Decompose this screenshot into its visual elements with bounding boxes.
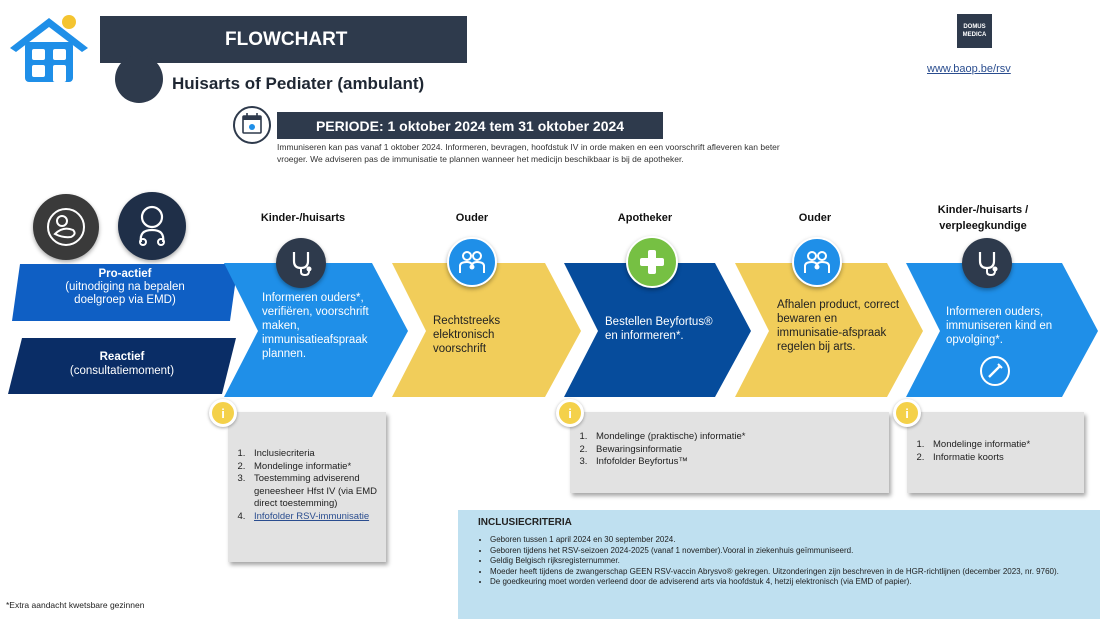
info-box-3 (907, 412, 1084, 493)
inclusiecriteria-title: INCLUSIECRITERIA (478, 517, 572, 528)
step-text-4: Afhalen product, correct bewaren en immunisatie-afspraak regelen bij arts. (777, 299, 900, 353)
stethoscope-icon-2 (962, 238, 1012, 288)
pharmacy-cross-icon (626, 236, 678, 288)
step-text-1: Informeren ouders*, verifiëren, voorschrift maken, immunisatieafspraak plannen. (262, 292, 369, 360)
info-box-2 (570, 412, 889, 493)
reactief-title: Reactief (99, 351, 145, 363)
step-text-5: Informeren ouders, immuniseren kind en opvolging*. (946, 306, 1053, 346)
role-label-5: Kinder-/huisarts / verpleegkundige (937, 204, 1029, 232)
periode-note: Immuniseren kan pas vanaf 1 oktober 2024. Informeren, bevragen, hoofdstuk IV in orde maken en een voorschrift afleveren kan beter vroeger. We adviseren pas de immunisatie te plannen wanneer het medicijn beschikbaar is bij de apotheker. (277, 142, 780, 164)
info-icon: i (556, 399, 584, 427)
info-item: 1. Mondelinge informatie* (927, 439, 1084, 452)
step-text-3: Bestellen Beyfortus® en informeren*. (605, 316, 713, 342)
info-icon: i (209, 399, 237, 427)
reactief-text: (consultatiemoment) (69, 365, 175, 377)
role-label-2: Ouder (455, 212, 489, 224)
baop-link[interactable]: www.baop.be/rsv (927, 63, 1011, 75)
role-label-3: Apotheker (617, 212, 673, 224)
info-item: 1. Inclusiecriteria (248, 448, 386, 461)
step-text-2: Rechtstreeks elektronisch voorschrift (433, 315, 501, 355)
parents-icon-2 (792, 237, 842, 287)
inclusiecriteria-panel (458, 510, 1100, 619)
info-item: 2. Mondelinge informatie* (248, 461, 386, 474)
proactief-title: Pro-actief (98, 268, 152, 280)
proactief-text: (uitnodiging na bepalen doelgroep via EMD) (65, 281, 185, 306)
footnote: *Extra aandacht kwetsbare gezinnen (6, 600, 145, 610)
info-item: 1. Mondelinge (praktische) informatie* (590, 431, 889, 444)
criteria-item: • Geldig Belgisch rijksregisternummer. (490, 556, 1080, 567)
info-box-1 (228, 412, 386, 562)
info-item: 2. Bewaringsinformatie (590, 444, 889, 457)
info-item: 3. Toestemming adviserend geneesheer Hfst IV (via EMD direct toestemming) (248, 473, 386, 511)
criteria-item: • Geboren tussen 1 april 2024 en 30 september 2024. (490, 535, 1080, 546)
criteria-item: • Moeder heeft tijdens de zwangerschap GEEN RSV-vaccin Abrysvo® gekregen. Uitzonderingen zijn beschreven in de HGR-richtlijnen (december 2023, nr. 9760). (490, 567, 1080, 578)
info-item: 3. Infofolder Beyfortus™ (590, 456, 889, 469)
title-text: FLOWCHART (225, 28, 348, 50)
info-item-link[interactable] (248, 511, 386, 524)
criteria-item: • De goedkeuring moet worden verleend door de adviserend arts via hoofdstuk 4, hetzij elektronisch (via EMD of papier). (490, 577, 1080, 588)
logo-text: DOMUS MEDICA (962, 24, 987, 38)
role-label-1: Kinder-/huisarts (260, 212, 346, 224)
page-subtitle: Huisarts of Pediater (ambulant) (172, 74, 425, 93)
stethoscope-icon (276, 238, 326, 288)
infofolder-link[interactable]: Infofolder RSV-immunisatie (254, 510, 370, 522)
info-item: 2. Informatie koorts (927, 452, 1084, 465)
info-icon: i (893, 399, 921, 427)
criteria-item: • Geboren tijdens het RSV-seizoen 2024-2025 (vanaf 1 november).Vooral in ziekenhuis geïmmuniseerd. (490, 546, 1080, 557)
role-label-4: Ouder (798, 212, 832, 224)
parents-icon (447, 237, 497, 287)
periode-label: PERIODE: 1 oktober 2024 tem 31 oktober 2024 (315, 117, 625, 134)
syringe-icon (980, 356, 1010, 386)
